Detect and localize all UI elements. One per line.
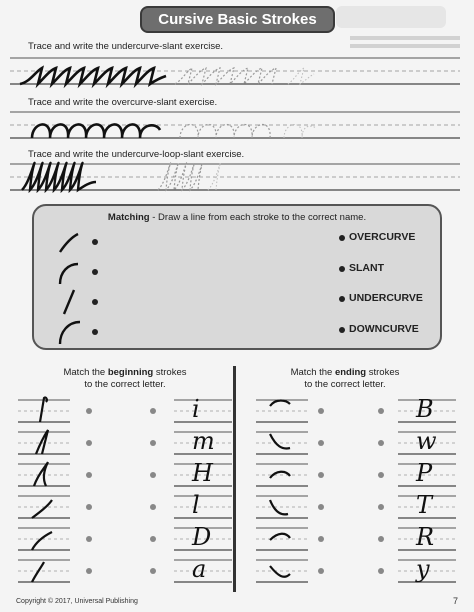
exercise-2-writing-lines[interactable] <box>10 108 460 148</box>
match-dot[interactable] <box>86 536 92 542</box>
beginning-letter-choice <box>174 428 232 458</box>
match-dot[interactable] <box>339 266 345 272</box>
heading-text: to the correct letter. <box>84 379 166 390</box>
name-label: OVERCURVE <box>349 231 416 243</box>
bleed-through-tab <box>336 6 446 28</box>
exercise-2-instruction: Trace and write the overcurve-slant exercise. <box>28 97 218 108</box>
heading-bold: ending <box>334 367 367 378</box>
bleed-through-text <box>350 44 460 48</box>
match-dot[interactable] <box>339 296 345 302</box>
heading-text: Match the <box>290 367 335 378</box>
stroke-downcurve-sample <box>48 318 118 346</box>
cursive-stroke-sample <box>22 163 96 190</box>
match-dot[interactable] <box>150 536 156 542</box>
ending-letter-choice <box>398 396 456 426</box>
ending-letter-choice <box>398 556 456 586</box>
cursive-letter: D <box>192 523 212 551</box>
cursive-letter: B <box>416 395 434 423</box>
match-dot[interactable] <box>339 235 345 241</box>
trace-stroke-sample <box>175 68 276 84</box>
matching-title-bold: Matching <box>107 212 150 223</box>
matching-panel <box>32 204 442 350</box>
match-dot[interactable] <box>378 408 384 414</box>
cursive-letter: a <box>192 555 207 583</box>
match-dot[interactable] <box>150 568 156 574</box>
beginning-stroke-sample <box>18 492 70 522</box>
match-dot[interactable] <box>378 440 384 446</box>
exercise-1-instruction: Trace and write the undercurve-slant exercise. <box>28 41 224 52</box>
match-dot[interactable] <box>378 504 384 510</box>
ending-stroke-sample <box>256 460 308 490</box>
cursive-letter: w <box>416 427 437 455</box>
ending-letter-choice <box>398 492 456 522</box>
ending-heading <box>270 367 420 391</box>
beginning-stroke-sample <box>18 396 70 426</box>
page-number: 7 <box>452 596 458 606</box>
beginning-stroke-sample <box>18 556 70 586</box>
match-dot[interactable] <box>378 536 384 542</box>
ending-stroke-sample <box>256 492 308 522</box>
trace-stroke-sample <box>158 163 203 190</box>
bleed-through-text <box>350 36 460 40</box>
ending-stroke-sample <box>256 556 308 586</box>
beginning-stroke-sample <box>18 460 70 490</box>
match-dot[interactable] <box>86 472 92 478</box>
ending-stroke-sample <box>256 396 308 426</box>
match-dot[interactable] <box>378 472 384 478</box>
heading-bold: beginning <box>107 367 154 378</box>
match-dot[interactable] <box>86 568 92 574</box>
cursive-letter: T <box>416 491 433 519</box>
cursive-letter: R <box>416 523 435 551</box>
match-dot[interactable] <box>150 472 156 478</box>
match-dot[interactable] <box>339 327 345 333</box>
beginning-stroke-sample <box>18 524 70 554</box>
exercise-3-writing-lines[interactable] <box>10 160 460 200</box>
heading-text: strokes <box>366 367 400 378</box>
matching-instruction <box>34 212 440 223</box>
match-dot[interactable] <box>86 440 92 446</box>
ending-stroke-sample <box>256 524 308 554</box>
match-dot[interactable] <box>92 329 98 335</box>
name-label: UNDERCURVE <box>349 292 423 304</box>
beginning-heading <box>50 367 200 391</box>
cursive-letter: m <box>192 427 215 455</box>
match-dot[interactable] <box>150 440 156 446</box>
name-label: DOWNCURVE <box>349 323 419 335</box>
heading-text: Match the <box>63 367 108 378</box>
stroke-slant-sample <box>48 288 118 316</box>
ending-stroke-sample <box>256 428 308 458</box>
trace-stroke-sample <box>180 124 270 138</box>
page-title: Cursive Basic Strokes <box>140 6 335 33</box>
ending-letter-choice <box>398 524 456 554</box>
beginning-letter-choice <box>174 556 232 586</box>
match-dot[interactable] <box>318 568 324 574</box>
cursive-letter: H <box>192 459 213 487</box>
stroke-overcurve-sample <box>48 258 118 286</box>
cursive-letter: i <box>192 395 200 423</box>
beginning-letter-choice <box>174 492 232 522</box>
beginning-letter-choice <box>174 396 232 426</box>
matching-title-rest: - Draw a line from each stroke to the correct name. <box>149 212 367 223</box>
match-dot[interactable] <box>150 504 156 510</box>
exercise-3-instruction: Trace and write the undercurve-loop-slant exercise. <box>28 149 245 160</box>
copyright-text: Copyright © 2017, Universal Publishing <box>16 598 138 605</box>
cursive-letter: y <box>416 555 430 583</box>
match-dot[interactable] <box>318 504 324 510</box>
cursive-letter: l <box>192 491 200 519</box>
name-label: SLANT <box>349 262 384 274</box>
ending-letter-choice <box>398 428 456 458</box>
ending-letter-choice <box>398 460 456 490</box>
cursive-stroke-sample <box>32 124 160 138</box>
match-dot[interactable] <box>318 536 324 542</box>
match-dot[interactable] <box>378 568 384 574</box>
match-dot[interactable] <box>92 269 98 275</box>
column-divider <box>233 366 236 592</box>
beginning-letter-choice <box>174 460 232 490</box>
match-dot[interactable] <box>318 408 324 414</box>
heading-text: strokes <box>153 367 187 378</box>
beginning-stroke-sample <box>18 428 70 458</box>
stroke-undercurve-sample <box>48 228 118 256</box>
match-dot[interactable] <box>150 408 156 414</box>
beginning-letter-choice <box>174 524 232 554</box>
match-dot[interactable] <box>92 239 98 245</box>
match-dot[interactable] <box>86 408 92 414</box>
exercise-1-writing-lines[interactable] <box>10 54 460 94</box>
match-dot[interactable] <box>92 299 98 305</box>
cursive-letter: P <box>416 459 433 487</box>
match-dot[interactable] <box>318 440 324 446</box>
match-dot[interactable] <box>86 504 92 510</box>
heading-text: to the correct letter. <box>304 379 386 390</box>
cursive-stroke-sample <box>20 68 166 84</box>
match-dot[interactable] <box>318 472 324 478</box>
